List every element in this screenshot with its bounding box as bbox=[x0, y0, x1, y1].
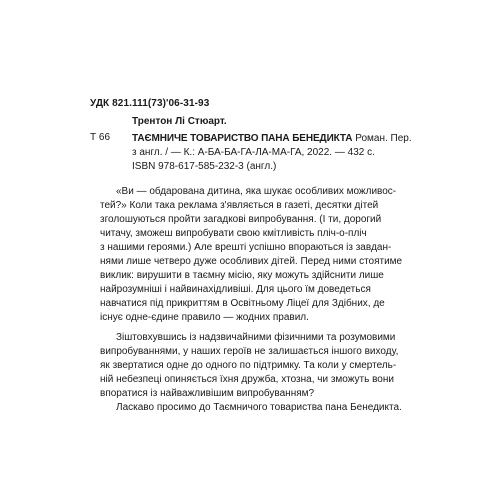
annotation-line: нями лише четверо дуже особливих дітей. Перед ними стоятиме bbox=[100, 256, 403, 267]
annotation-line: навчатися під прикриттям в Освітньому Ліцеї для Здібних, де bbox=[100, 298, 385, 309]
annotation-line: зголошуються пройти загадкові випробування. (І ти, дорогий bbox=[100, 214, 382, 225]
author-name: Трентон Лі Стюарт. bbox=[132, 116, 227, 127]
catalog-code: Т 66 bbox=[90, 132, 111, 143]
annotation-line: виклик: вирушити в таємну місію, яку можуть здійснити лише bbox=[100, 270, 384, 281]
isbn: ISBN 978-617-585-232-3 (англ.) bbox=[132, 161, 277, 172]
annotation-line: найрозумніші і найвинахідливіші. Для цього їм доведеться bbox=[100, 284, 371, 295]
catalog-title-line bbox=[132, 132, 417, 146]
annotation bbox=[100, 185, 410, 415]
annotation-line: тей?» Коли така реклама з'являється в газеті, десятки дітей bbox=[100, 200, 379, 211]
annotation-line: як звертатися одне до одного по підтримку. Та коли у смертель- bbox=[100, 360, 397, 371]
annotation-line: читачу, зможеш випробувати свою кмітливість пліч-о-пліч bbox=[100, 228, 367, 239]
annotation-line: існує одне-єдине правило — жодних правил. bbox=[100, 312, 309, 323]
annotation-line: Зіштовхувшись із надзвичайними фізичними та розумовими bbox=[116, 332, 396, 343]
annotation-line: ній небезпеці опиняється їхня дружба, хтозна, чи зможуть вони bbox=[100, 374, 394, 385]
annotation-line: впоратися із найважливішим випробуванням? bbox=[100, 388, 315, 399]
annotation-line: Ласкаво просимо до Таємничого товариства пана Бенедикта. bbox=[116, 402, 402, 413]
catalog-entry bbox=[132, 132, 417, 174]
annotation-line: з нашими героями.) Але врешті успішно впораються із завдан- bbox=[100, 242, 392, 253]
annotation-line: випробуваннями, у наших героїв не залишається іншого виходу, bbox=[100, 346, 399, 357]
publication-info: з англ. / — К.: А-БА-БА-ГА-ЛА-МА-ГА, 2022. — 432 с. bbox=[132, 147, 375, 158]
book-title-rest: Роман. Пер. bbox=[352, 133, 412, 144]
book-title: ТАЄМНИЧЕ ТОВАРИСТВО ПАНА БЕНЕДИКТА bbox=[132, 133, 353, 144]
annotation-line: «Ви — обдарована дитина, яка шукає особливих можливос- bbox=[116, 186, 397, 197]
udk-code: УДК 821.111(73)'06-31-93 bbox=[90, 98, 210, 109]
